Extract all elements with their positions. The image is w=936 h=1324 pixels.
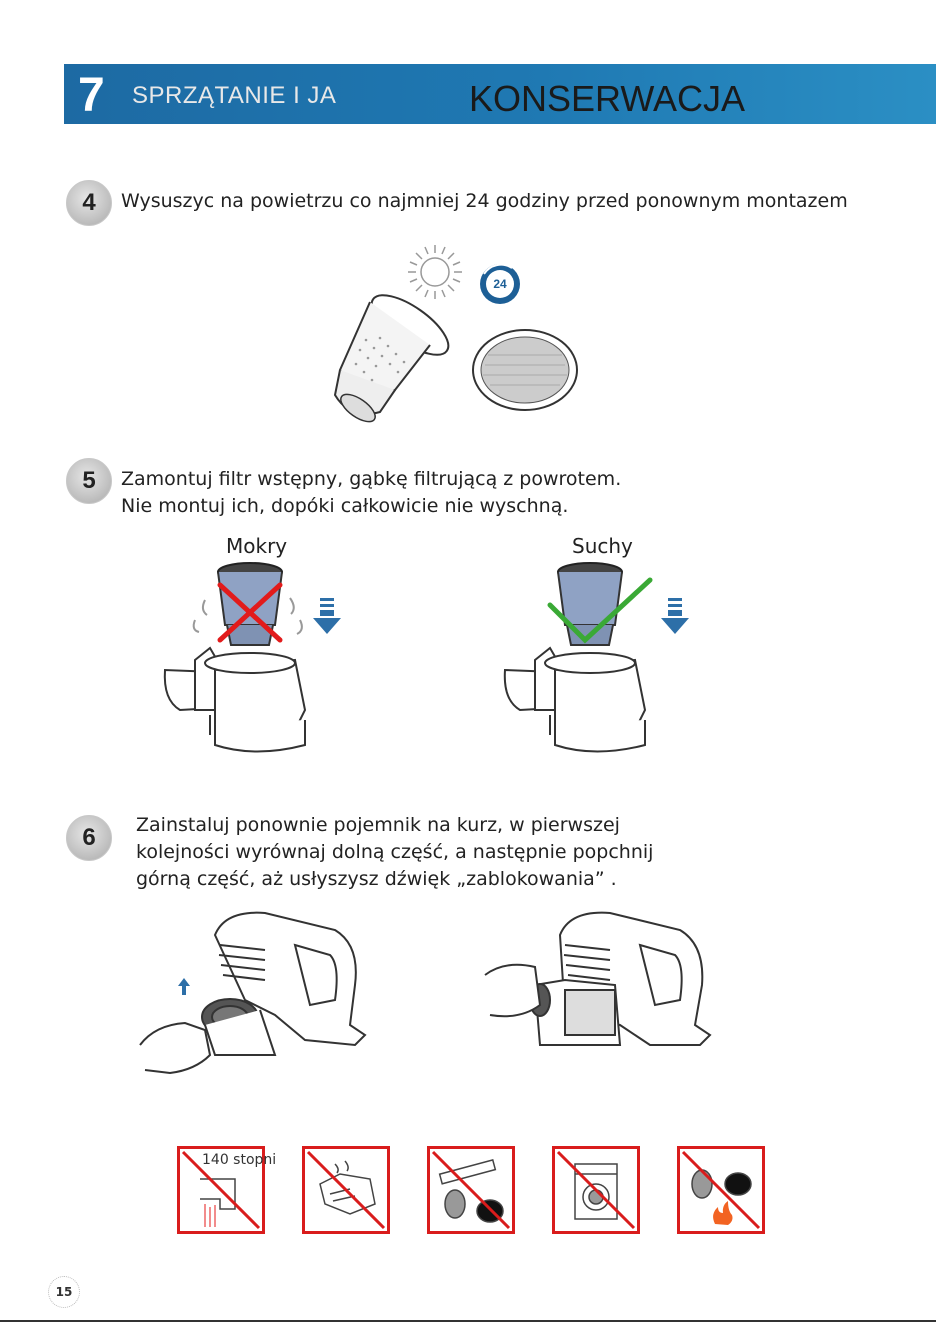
dry-filter-assembly-illustration [495,560,695,764]
sun-icon [408,245,462,299]
step-4-badge: 4 [66,180,112,226]
page-number: 15 [48,1276,80,1308]
step-6-line-2: kolejności wyrównaj dolną część, a następnie popchnij [136,841,654,863]
warning-hot-water-text: 140 stopni [202,1152,277,1168]
dustbin-icon [530,980,620,1045]
step-6-badge: 6 [66,815,112,861]
filter-cylinder-icon [335,284,457,426]
insert-arrow-icon-wet [313,598,341,640]
warning-motor-wash [302,1146,390,1234]
round-sponge-icon [473,330,577,410]
warning-brush-clean [427,1146,515,1234]
step-5-line-1: Zamontuj filtr wstępny, gąbkę filtrującą z powrotem. [121,468,622,490]
wet-filter-assembly-illustration [155,560,355,764]
clock-24h-icon [480,264,520,304]
vacuum-base-icon [505,648,645,752]
hand-icon [140,1023,210,1073]
chapter-header [64,64,936,124]
wet-label: Mokry [226,534,288,558]
warning-heat-dry [677,1146,765,1234]
step-4-text: Wysuszyc na powietrzu co najmniej 24 godziny przed ponownym montazem [121,190,848,212]
motor-washing-prohibited-icon [320,1161,375,1214]
bottom-border [0,1320,936,1322]
step-6-line-1: Zainstaluj ponownie pojemnik na kurz, w pierwszej [136,814,620,836]
hand-icon [485,965,540,1016]
up-arrow-icon [178,978,190,995]
insert-arrow-icon-dry [661,598,689,640]
warning-hot-water [177,1146,277,1234]
chapter-subtitle: SPRZĄTANIE I JA [132,82,337,109]
heat-drying-prohibited-icon [692,1170,751,1225]
chapter-title: KONSERWACJA [469,78,746,119]
svg-text:24: 24 [493,277,507,291]
step-5-badge: 5 [66,458,112,504]
dustbin-install-illustration-1 [135,905,375,1089]
vacuum-base-icon [165,648,305,752]
warning-washing-machine [552,1146,640,1234]
dry-label: Suchy [572,534,633,558]
chapter-number: 7 [78,69,105,122]
drying-illustration [320,240,600,434]
step-5-line-2: Nie montuj ich, dopóki całkowicie nie wyschną. [121,495,569,517]
step-6-line-3: górną część, aż usłyszysz dźwięk „zablokowania” . [136,868,617,890]
dustbin-install-illustration-2 [480,905,720,1079]
